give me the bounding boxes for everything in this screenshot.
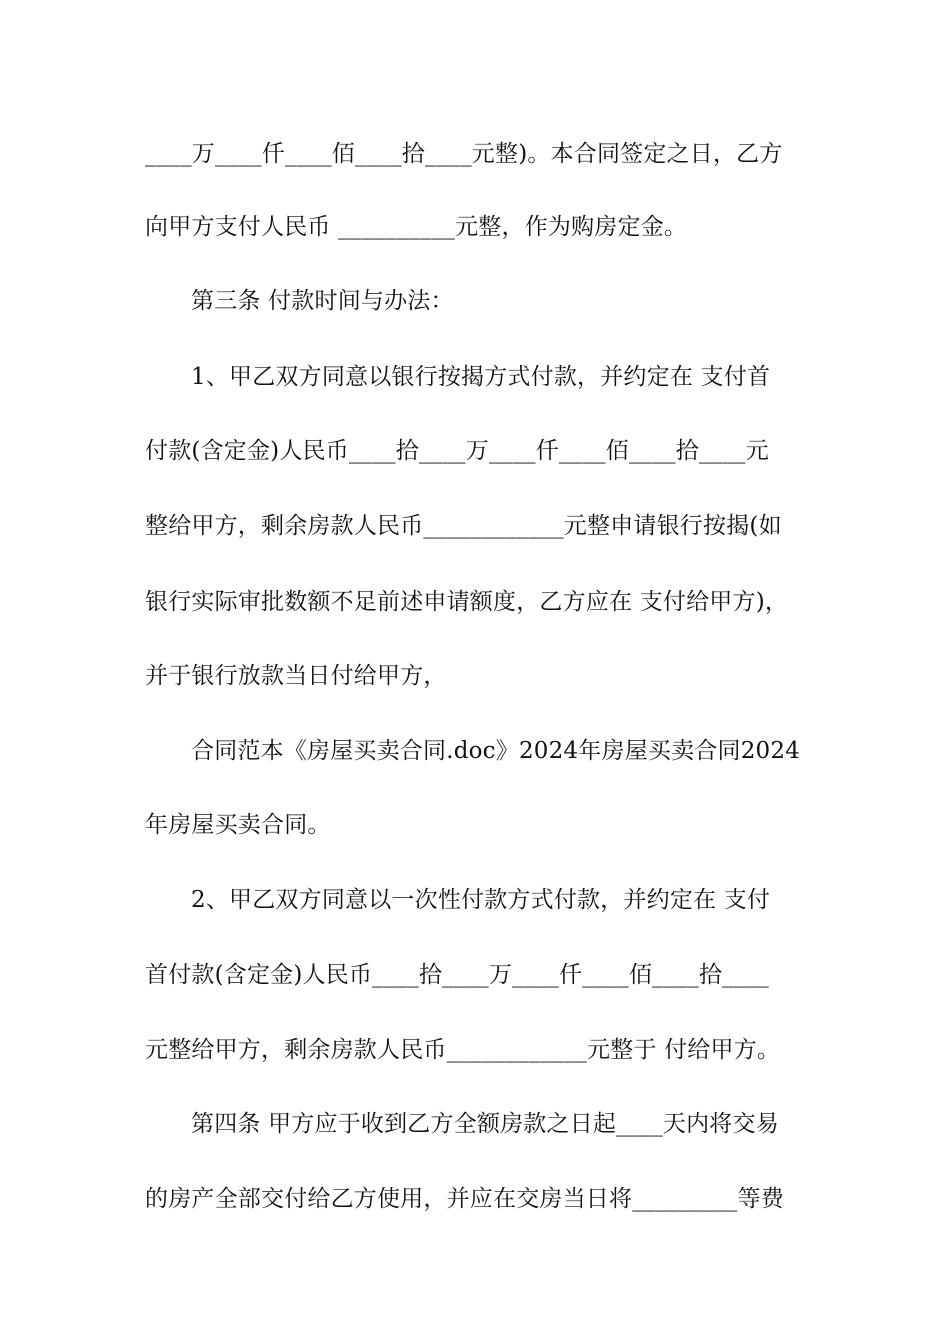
paragraph-line: 整给甲方，剩余房款人民币____________元整申请银行按揭(如	[145, 513, 782, 539]
paragraph-line: 元整给甲方，剩余房款人民币____________元整于 付给甲方。	[145, 1037, 781, 1063]
section-heading: 第四条 甲方应于收到乙方全额房款之日起____天内将交易	[191, 1111, 779, 1137]
paragraph-line: ____万____仟____佰____拾____元整)。本合同签定之日，乙方	[145, 141, 783, 167]
paragraph-line: 并于银行放款当日付给甲方，	[145, 663, 447, 689]
paragraph-line: 银行实际审批数额不足前述申请额度，乙方应在 支付给甲方)，	[145, 589, 789, 615]
paragraph-line: 首付款(含定金)人民币____拾____万____仟____佰____拾____	[145, 962, 769, 988]
section-heading: 第三条 付款时间与办法：	[191, 288, 454, 314]
paragraph-line: 付款(含定金)人民币____拾____万____仟____佰____拾____元	[145, 438, 769, 464]
paragraph-line: 2、甲乙双方同意以一次性付款方式付款，并约定在 支付	[191, 887, 771, 913]
paragraph-line: 年房屋买卖合同。	[145, 812, 331, 838]
paragraph-line: 的房产全部交付给乙方使用，并应在交房当日将_________等费	[145, 1186, 784, 1212]
paragraph-line: 1、甲乙双方同意以银行按揭方式付款，并约定在 支付首	[191, 364, 771, 390]
paragraph-line: 合同范本《房屋买卖合同.doc》2024年房屋买卖合同2024	[191, 738, 801, 764]
paragraph-line: 向甲方支付人民币 __________元整，作为购房定金。	[145, 214, 688, 240]
